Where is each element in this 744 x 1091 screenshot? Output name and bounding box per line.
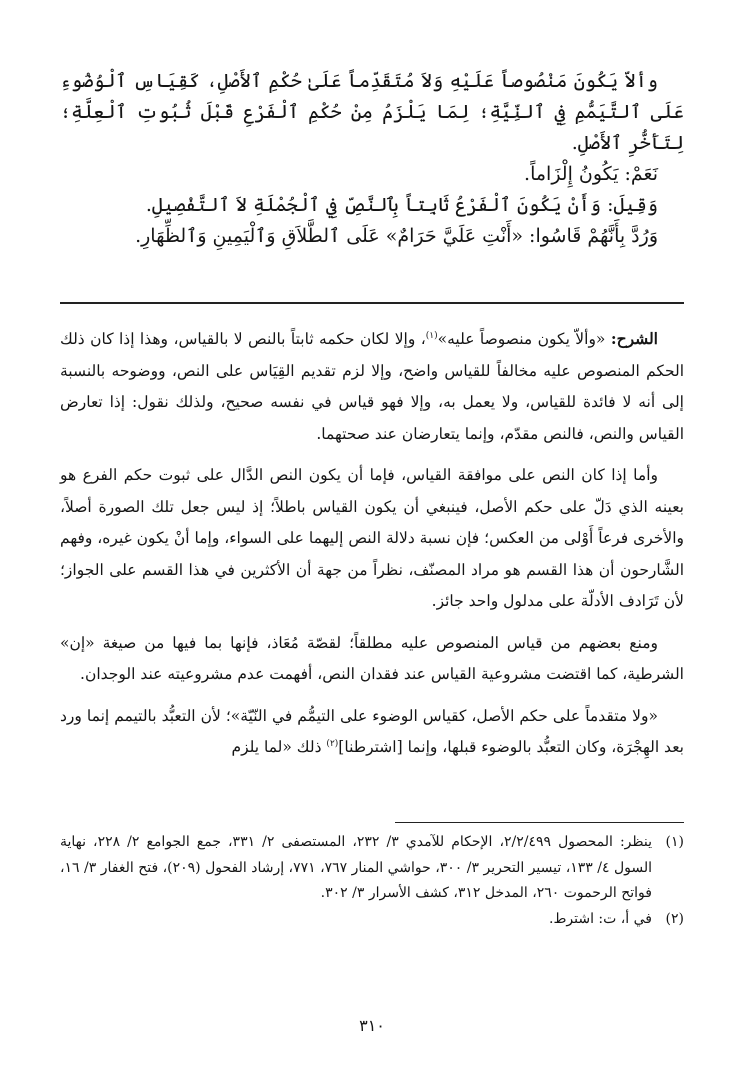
commentary-label: الشرح: xyxy=(610,329,658,348)
footnote-number: (١) xyxy=(665,834,684,850)
footnote-text: في أ، ت: اشترط. xyxy=(549,910,652,927)
footnotes xyxy=(60,830,684,932)
footnote-text: ينظر: المحصول ٢/٢/٤٩٩، الإحكام للآمدي ٣/ ٢٣٢، المستصفى ٢/ ٣٣١، جمع الجوامع ٢/ ٢٢٨، نهاية السول ٤/ ١٣٣، تيسير التحرير ٣/ ٣٠٠، حواشي المنار ٧٦٧، ٧٧١، إرشاد الفحول (٢٠٩)، فتح الغفار ٣/ ١٦، فواتح الرحموت ٢٦٠، المدخل ٣١٢، كشف الأسرار ٣/ ٣٠٢. xyxy=(60,834,653,901)
commentary-text-4-end: ذلك «لما يلزم xyxy=(231,738,327,756)
matn-paragraph-1: وألاّ يَكُونَ مَنْصُوصاً عَلَيْهِ وَلاَ مُتَقَدِّماً عَلَىٰ حُكْمِ ٱلأَصْلِ، كَقِيَاسِ ٱلْوُضُوءِ عَلَى ٱلتَّيَمُّمِ فِي ٱلنِّيَّةِ؛ لِمَا يَلْزَمُ مِنْ حُكْمِ ٱلْفَرْعِ قَبْلَ ثُبُوتِ ٱلْعِلَّةِ؛ لِتَأَخُّرِ ٱلأَصْلِ. xyxy=(60,70,684,154)
footnote-1 xyxy=(60,830,684,907)
commentary-text xyxy=(60,323,684,764)
page-number: ٣١٠ xyxy=(359,1016,385,1035)
commentary-paragraph-2: وأما إذا كان النص على موافقة القياس، فإما أن يكون النص الدَّال على ثبوت حكم الفرع هو بعينه الذي دَلّ على حكم الأصل، فينبغي أن يكون القياس باطلاً؛ إذ ليس جعل تلك الصورة أصلاً، والأخرى فرعاً أَوْلى من العكس؛ فإن نسبة دلالة النص إليهما على السواء، وإما أنْ يكون غيره، وفهم الشَّارحون أن هذا القسم هو مراد المصنّف، نظراً من جهة أن الأكثرين في هذا القسم على الجواز؛ لأن تَرَادف الأدلّة على مدلول واحد جائز. xyxy=(60,466,684,610)
commentary-text-4: «ولا متقدماً على حكم الأصل، كقياس الوضوء على التيمُّم في النّيّة»؛ لأن التعبُّد بالتيمم إنما ورد بعد الهِجْرَة، وكان التعبُّد بالوضوء قبلها، وإنما [اشترطنا] xyxy=(60,706,684,756)
commentary-paragraph-4 xyxy=(60,701,684,764)
matn-paragraph-2: نَعَمْ: يَكُونُ إِلْزَاماً. xyxy=(524,163,658,185)
footnote-divider xyxy=(395,822,684,823)
footnote-ref-2[interactable]: (٢) xyxy=(326,738,339,749)
section-divider xyxy=(60,302,684,304)
matn-paragraph-4: وَرُدَّ بِأَنَّهُمْ قَاسُوا: «أَنْتِ عَلَيَّ حَرَامٌ» عَلَى ٱلطَّلاَقِ وَٱلْيَمِينِ وَٱلظِّهَارِ. xyxy=(135,225,658,247)
commentary-paragraph-1 xyxy=(60,323,684,450)
commentary-text-1: ، وإلا لكان حكمه ثابتاً بالنص لا بالقياس، وهذا إذا كان ذلك الحكم المنصوص عليه مخالفاً للقياس واضح، وإلا لزم تقديم القِيَاس على النص، ووضوحه بالنسبة إلى أنه لا فائدة للقياس، ولا يعمل به، وإلا فهو قياس في نفسه صحيح، ولذلك نقول: إذا تعارض القياس والنص، فالنص مقدّم، وإنما يتعارضان عند صحتهما. xyxy=(60,330,684,443)
matn-paragraph-3: وَقِيلَ: وَأَنْ يَكُونَ ٱلْفَرْعُ ثَابِتاً بِٱلنَّصِّ فِي ٱلْجُمْلَةِ لاَ ٱلتَّفْصِيلِ. xyxy=(145,194,658,216)
matn-text xyxy=(60,66,684,252)
commentary-paragraph-3: ومنع بعضهم من قياس المنصوص عليه مطلقاً؛ لقصّة مُعَاذ، فإنها بما فيها من صيغة «إن» الشرطية، كما اقتضت مشروعية القياس عند فقدان النص، أفهمت عدم مشروعيته عند الوجدان. xyxy=(60,633,684,683)
footnote-2 xyxy=(60,907,684,933)
footnote-number: (٢) xyxy=(665,910,684,927)
footnote-ref-1[interactable]: (١) xyxy=(425,330,438,341)
quoted-matn: «وألاّ يكون منصوصاً عليه» xyxy=(437,330,606,348)
